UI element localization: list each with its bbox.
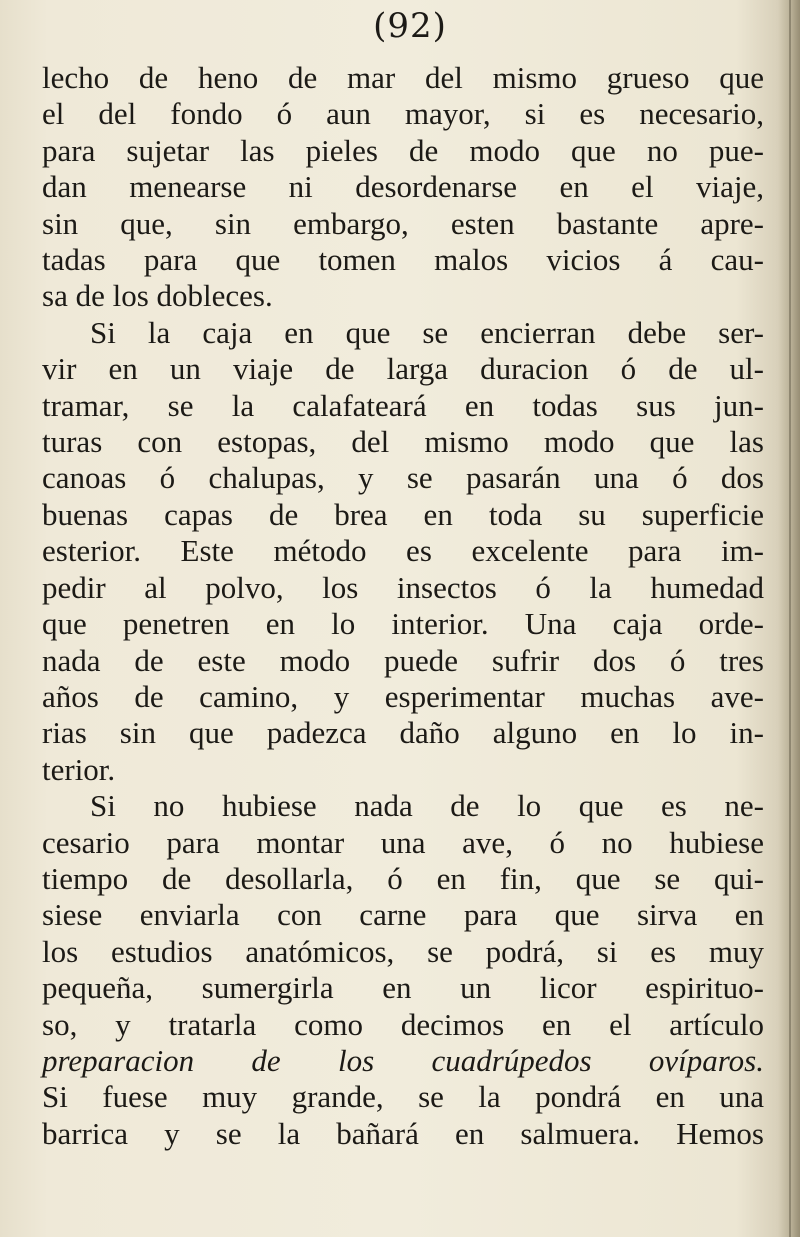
- text-line: cesario para montar una ave, ó no hubiese: [42, 824, 764, 860]
- text-line: lecho de heno de mar del mismo grueso que: [42, 60, 764, 95]
- text-line: Si no hubiese nada de lo que es ne-: [90, 788, 764, 824]
- paragraph-2: [42, 315, 764, 788]
- text-line: dan menearse ni desordenarse en el viaje,: [42, 169, 764, 205]
- text-line: nada de este modo puede sufrir dos ó tres: [42, 642, 764, 678]
- text-line: tadas para que tomen malos vicios á cau-: [42, 242, 764, 278]
- text-line: los estudios anatómicos, se podrá, si es muy: [42, 933, 764, 969]
- paragraph-3: [42, 788, 764, 1152]
- text-line: vir en un viaje de larga duracion ó de ul-: [42, 351, 764, 387]
- text-line: esterior. Este método es excelente para im-: [42, 533, 764, 569]
- page-number: (92): [373, 6, 447, 46]
- text-line: siese enviarla con carne para que sirva en: [42, 897, 764, 933]
- paragraph-1: [42, 60, 764, 315]
- text-line: so, y tratarla como decimos en el artículo: [42, 1006, 764, 1042]
- text-line: rias sin que padezca daño alguno en lo in-: [42, 715, 764, 751]
- text-line: terior.: [42, 751, 116, 787]
- italic-text-line: preparacion de los cuadrúpedos ovíparos.: [42, 1042, 764, 1078]
- text-line: para sujetar las pieles de modo que no pue-: [42, 132, 764, 168]
- text-line: Si la caja en que se encierran debe ser-: [90, 314, 764, 350]
- text-line: el del fondo ó aun mayor, si es necesario,: [42, 96, 764, 132]
- text-line: tramar, se la calafateará en todas sus jun-: [42, 387, 764, 423]
- text-line: tiempo de desollarla, ó en fin, que se qui-: [42, 860, 764, 896]
- page-edge-line: [789, 0, 791, 1237]
- text-line: sin que, sin embargo, esten bastante apre-: [42, 205, 764, 241]
- text-line: barrica y se la bañará en salmuera. Hemos: [42, 1115, 764, 1151]
- text-line: sa de los dobleces.: [42, 278, 273, 314]
- text-line: que penetren en lo interior. Una caja orde-: [42, 606, 764, 642]
- text-line: pequeña, sumergirla en un licor espirituo-: [42, 970, 764, 1006]
- text-line: buenas capas de brea en toda su superficie: [42, 496, 764, 532]
- text-line: canoas ó chalupas, y se pasarán una ó dos: [42, 460, 764, 496]
- text-line: pedir al polvo, los insectos ó la humedad: [42, 569, 764, 605]
- text-line: Si fuese muy grande, se la pondrá en una: [42, 1079, 764, 1115]
- text-line: turas con estopas, del mismo modo que las: [42, 424, 764, 460]
- body-text: [42, 60, 764, 1152]
- text-line: años de camino, y esperimentar muchas ave-: [42, 678, 764, 714]
